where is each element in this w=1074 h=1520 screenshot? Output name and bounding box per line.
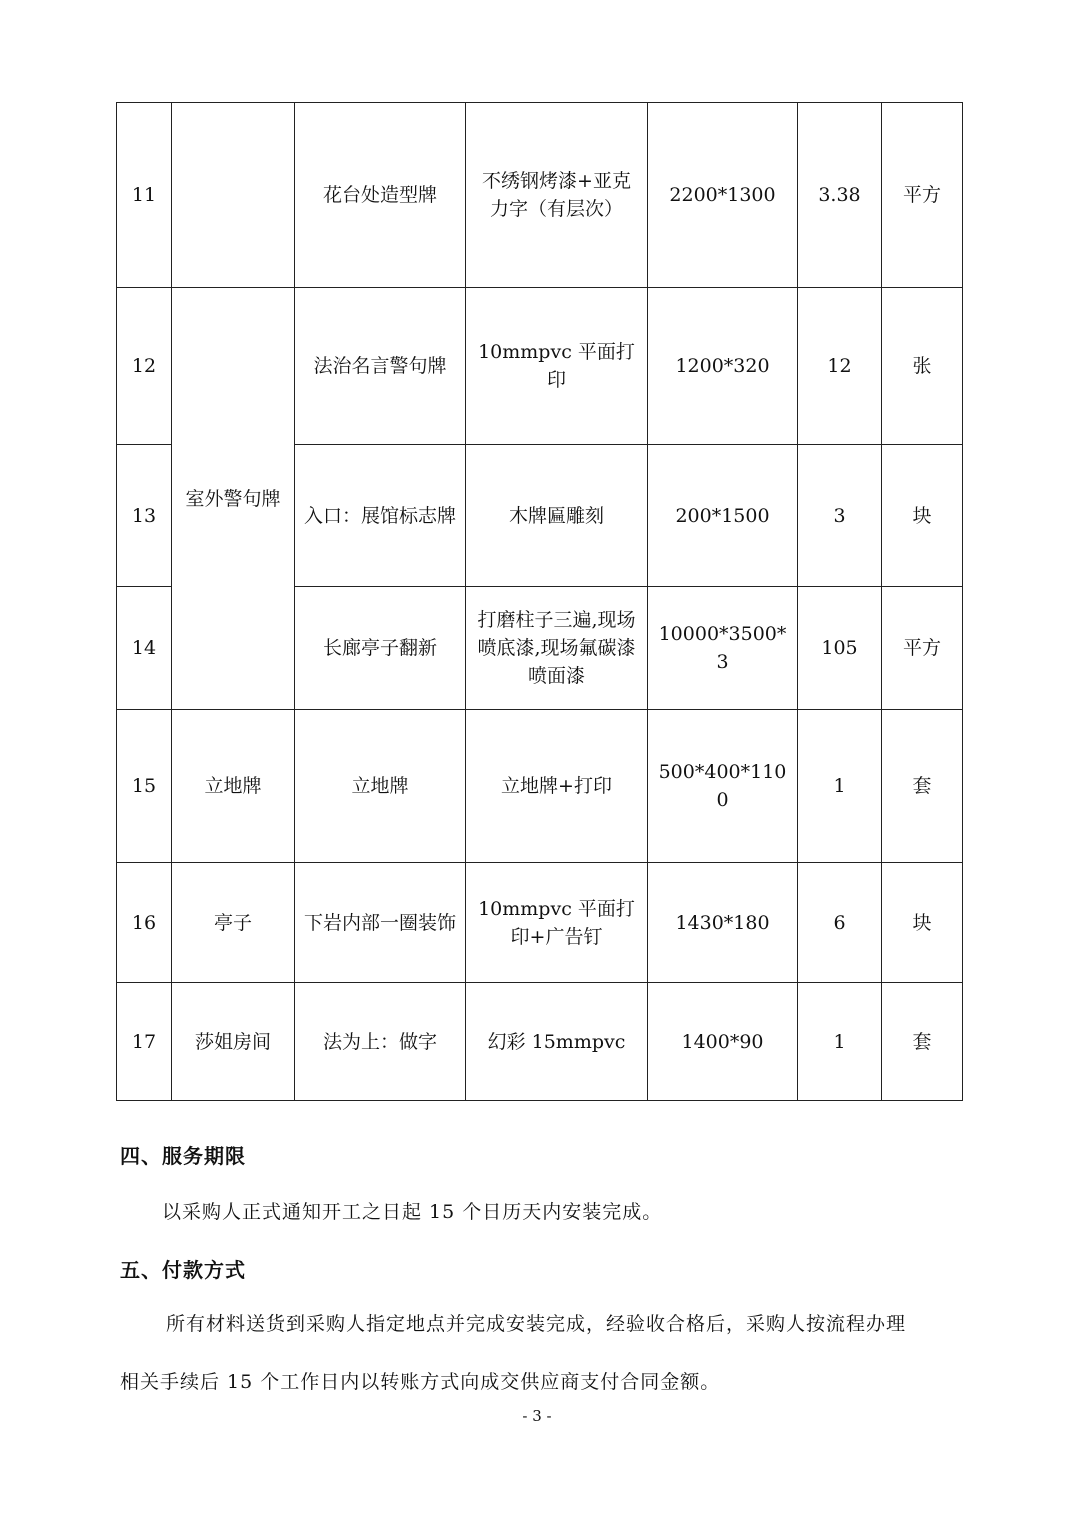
material-cell: 10mmpvc 平面打印 [466,288,648,445]
row-number-cell: 17 [117,983,172,1101]
size-cell: 1200*320 [648,288,798,445]
size-cell: 1400*90 [648,983,798,1101]
quantity-cell: 3.38 [798,103,882,288]
unit-cell: 平方 [882,587,963,710]
item-name-cell: 花台处造型牌 [295,103,466,288]
section-heading-service-period: 四、服务期限 [120,1144,246,1168]
category-cell: 莎姐房间 [172,983,295,1101]
material-cell: 10mmpvc 平面打印+广告钉 [466,863,648,983]
material-cell: 打磨柱子三遍,现场喷底漆,现场氟碳漆喷面漆 [466,587,648,710]
unit-cell: 张 [882,288,963,445]
item-name-cell: 入口：展馆标志牌 [295,445,466,587]
table-row [117,103,963,288]
material-cell: 不绣钢烤漆+亚克力字（有层次） [466,103,648,288]
unit-cell: 块 [882,445,963,587]
size-cell: 1430*180 [648,863,798,983]
page-number: - 3 - [522,1407,552,1425]
material-cell: 木牌匾雕刻 [466,445,648,587]
item-name-cell: 立地牌 [295,710,466,863]
row-number-cell: 11 [117,103,172,288]
quantity-cell: 1 [798,983,882,1101]
quantity-cell: 3 [798,445,882,587]
payment-paragraph-line-2: 相关手续后 15 个工作日内以转账方式向成交供应商支付合同金额。 [120,1371,721,1393]
row-number-cell: 15 [117,710,172,863]
payment-paragraph-line-1: 所有材料送货到采购人指定地点并完成安装完成，经验收合格后，采购人按流程办理 [166,1313,907,1335]
item-name-cell: 法为上：做字 [295,983,466,1101]
unit-cell: 平方 [882,103,963,288]
category-cell: 室外警句牌 [172,288,295,710]
table-row [117,288,963,445]
item-name-cell: 长廊亭子翻新 [295,587,466,710]
item-name-cell: 下岩内部一圈装饰 [295,863,466,983]
row-number-cell: 13 [117,445,172,587]
material-cell: 幻彩 15mmpvc [466,983,648,1101]
quantity-cell: 6 [798,863,882,983]
row-number-cell: 14 [117,587,172,710]
quantity-cell: 12 [798,288,882,445]
unit-cell: 块 [882,863,963,983]
table-row [117,983,963,1101]
service-period-paragraph: 以采购人正式通知开工之日起 15 个日历天内安装完成。 [162,1201,663,1223]
size-cell: 2200*1300 [648,103,798,288]
section-heading-payment-method: 五、付款方式 [120,1258,246,1282]
size-cell: 200*1500 [648,445,798,587]
category-cell [172,103,295,288]
category-cell: 亭子 [172,863,295,983]
specification-table [116,102,963,1101]
table-row [117,863,963,983]
item-name-cell: 法治名言警句牌 [295,288,466,445]
unit-cell: 套 [882,983,963,1101]
material-cell: 立地牌+打印 [466,710,648,863]
quantity-cell: 105 [798,587,882,710]
category-cell: 立地牌 [172,710,295,863]
size-cell: 500*400*1100 [648,710,798,863]
row-number-cell: 12 [117,288,172,445]
table-row [117,710,963,863]
quantity-cell: 1 [798,710,882,863]
size-cell: 10000*3500*3 [648,587,798,710]
unit-cell: 套 [882,710,963,863]
row-number-cell: 16 [117,863,172,983]
